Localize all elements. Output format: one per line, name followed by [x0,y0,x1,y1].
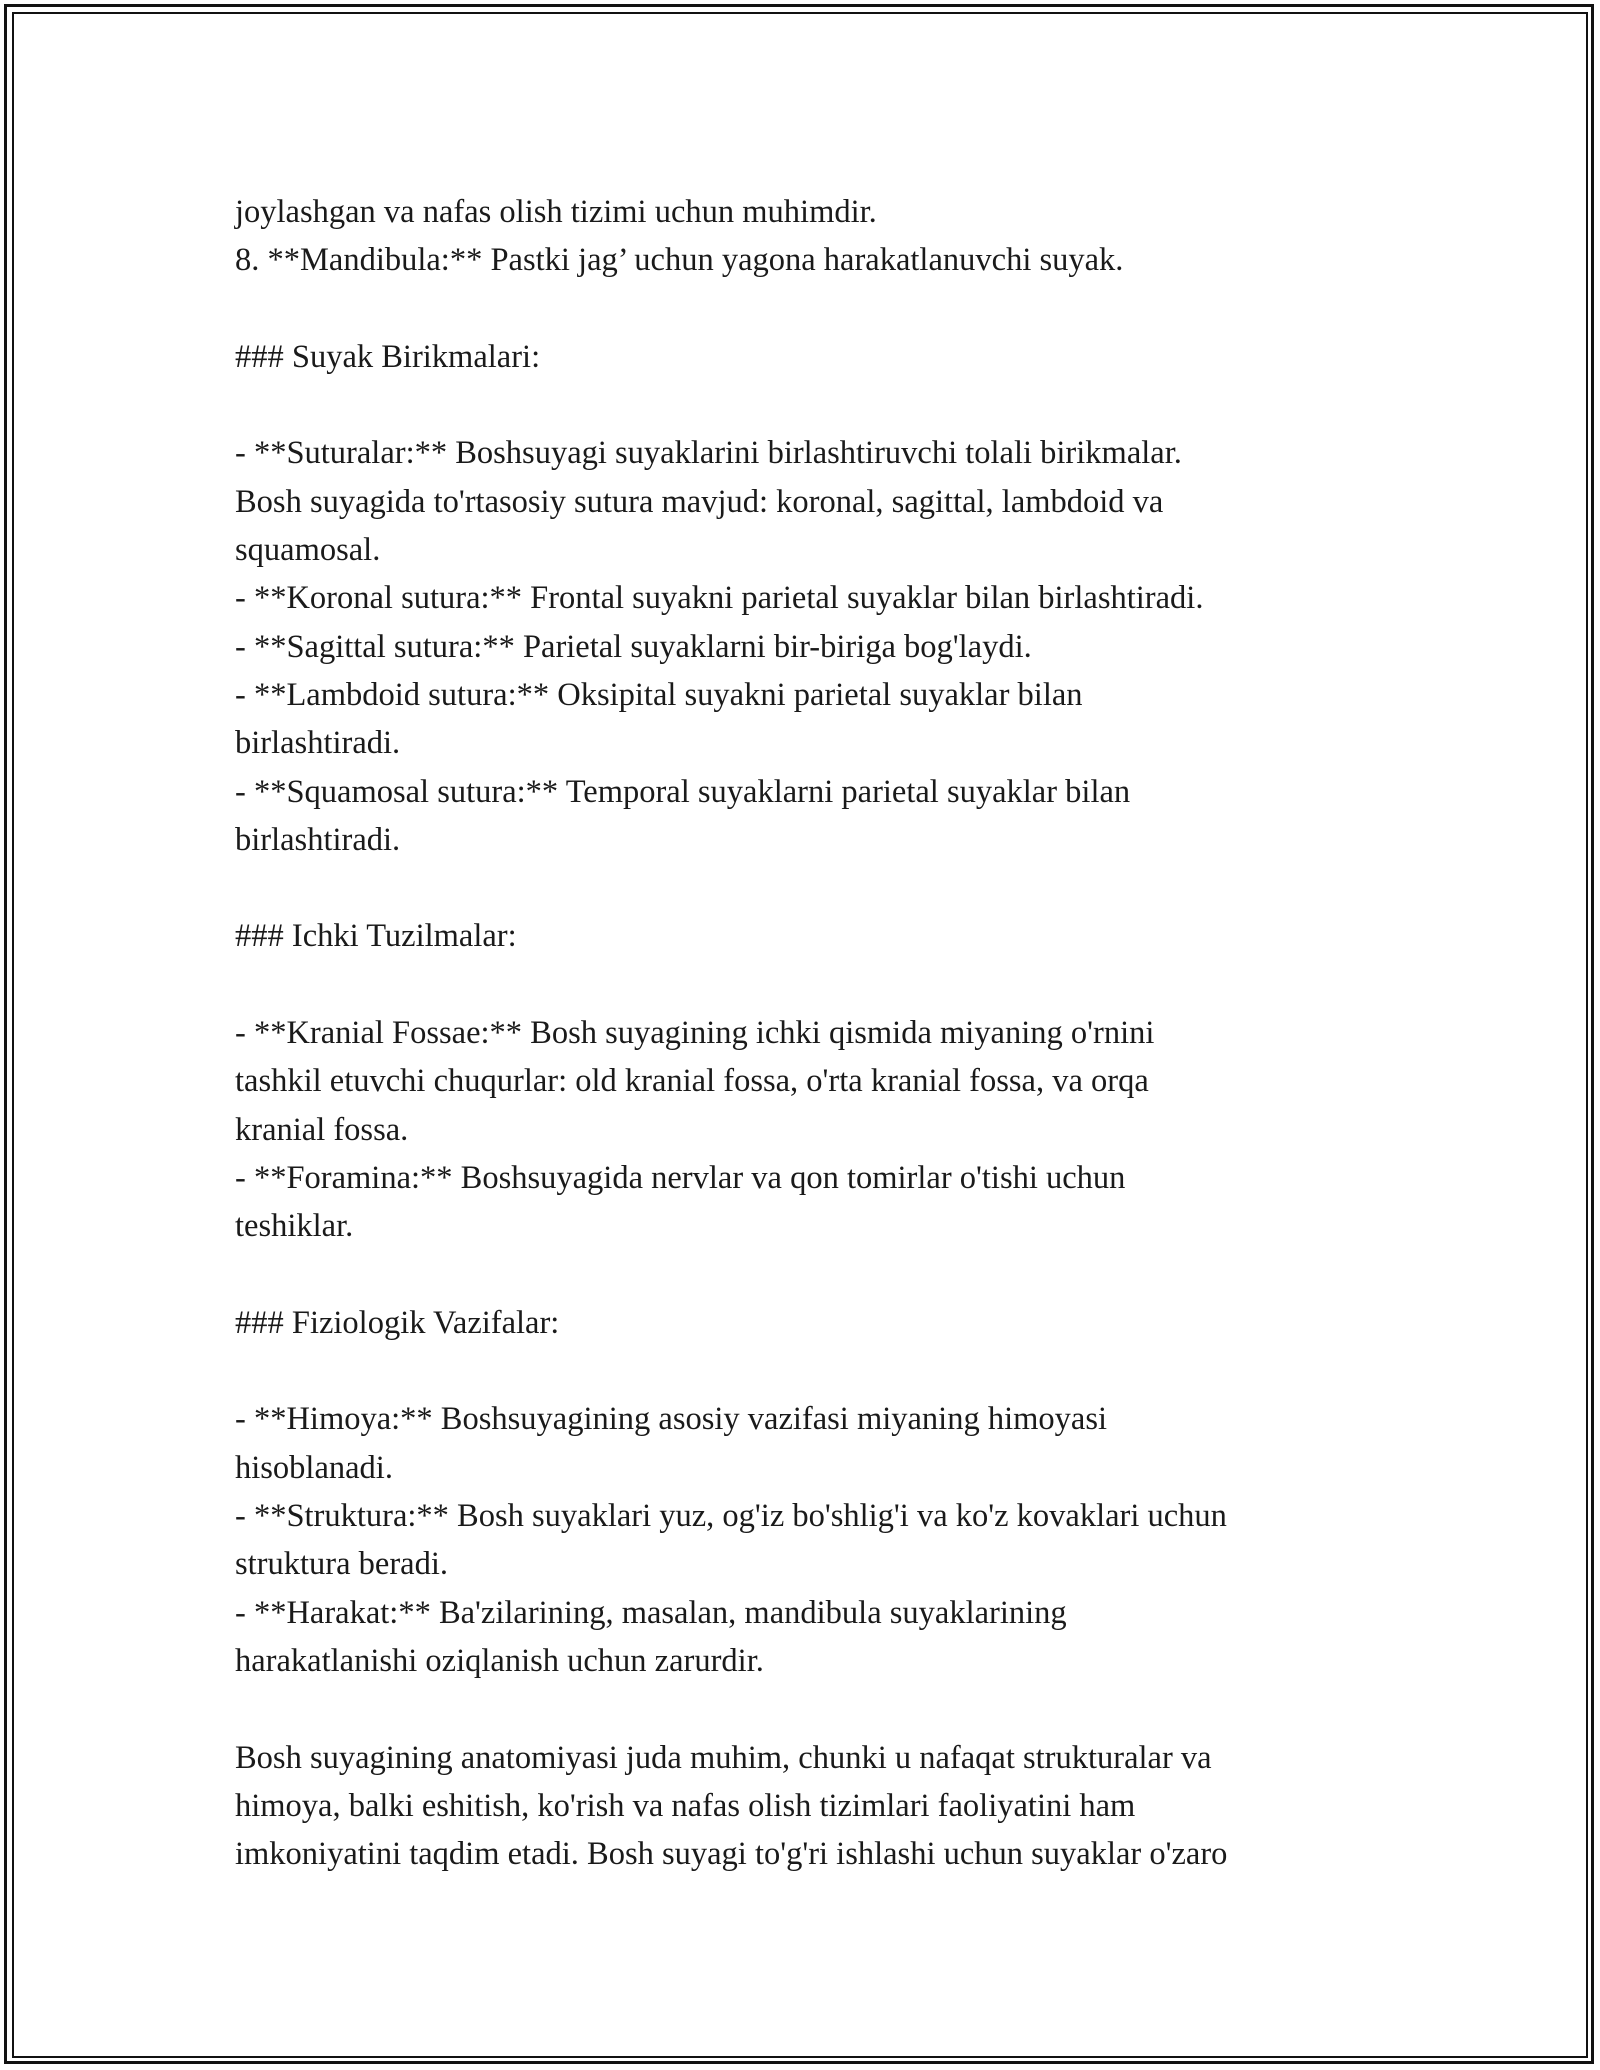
text-line: himoya, balki eshitish, ko'rish va nafas olish tizimlari faoliyatini ham [235,1787,1136,1824]
blank-line [235,1685,1415,1733]
text-line: - **Lambdoid sutura:** Oksipital suyakni parietal suyaklar bilan [235,676,1083,713]
section-heading: ### Fiziologik Vazifalar: [235,1304,560,1341]
text-line: teshiklar. [235,1208,354,1245]
text-line: 8. **Mandibula:** Pastki jag’ uchun yagona harakatlanuvchi suyak. [235,242,1124,279]
section-heading: ### Suyak Birikmalari: [235,338,541,375]
text-line: harakatlanishi oziqlanish uchun zarurdir. [235,1642,764,1679]
blank-line [235,285,1415,333]
text-line: Bosh suyagining anatomiyasi juda muhim, chunki u nafaqat strukturalar va [235,1739,1212,1776]
section-heading: ### Ichki Tuzilmalar: [235,918,517,955]
text-line: kranial fossa. [235,1111,409,1148]
blank-line [235,1347,1415,1395]
text-line: hisoblanadi. [235,1449,393,1486]
document-body [235,188,1415,1878]
text-line: imkoniyatini taqdim etadi. Bosh suyagi to'g'ri ishlashi uchun suyaklar o'zaro [235,1836,1228,1873]
blank-line [235,1251,1415,1299]
text-line: - **Himoya:** Boshsuyagining asosiy vazifasi miyaning himoyasi [235,1401,1107,1438]
text-line: squamosal. [235,532,381,569]
text-line: Bosh suyagida to'rtasosiy sutura mavjud: koronal, sagittal, lambdoid va [235,483,1164,520]
blank-line [235,864,1415,912]
text-line: - **Sagittal sutura:** Parietal suyaklarni bir-biriga bog'laydi. [235,628,1032,665]
text-line: birlashtiradi. [235,821,401,858]
text-line: - **Foramina:** Boshsuyagida nervlar va qon tomirlar o'tishi uchun [235,1159,1126,1196]
text-line: - **Suturalar:** Boshsuyagi suyaklarini birlashtiruvchi tolali birikmalar. [235,435,1182,472]
text-line: tashkil etuvchi chuqurlar: old kranial fossa, o'rta kranial fossa, va orqa [235,1063,1149,1100]
text-line: - **Struktura:** Bosh suyaklari yuz, og'iz bo'shlig'i va ko'z kovaklari uchun [235,1498,1227,1535]
text-line: joylashgan va nafas olish tizimi uchun muhimdir. [235,194,877,230]
text-line: birlashtiradi. [235,725,401,762]
text-line: - **Koronal sutura:** Frontal suyakni parietal suyaklar bilan birlashtiradi. [235,580,1204,617]
text-line: struktura beradi. [235,1546,448,1583]
blank-line [235,961,1415,1009]
text-line: - **Harakat:** Ba'zilarining, masalan, mandibula suyaklarining [235,1594,1067,1631]
blank-line [235,381,1415,429]
text-line: - **Squamosal sutura:** Temporal suyaklarni parietal suyaklar bilan [235,773,1131,810]
text-line: - **Kranial Fossae:** Bosh suyagining ichki qismida miyaning o'rnini [235,1015,1155,1052]
